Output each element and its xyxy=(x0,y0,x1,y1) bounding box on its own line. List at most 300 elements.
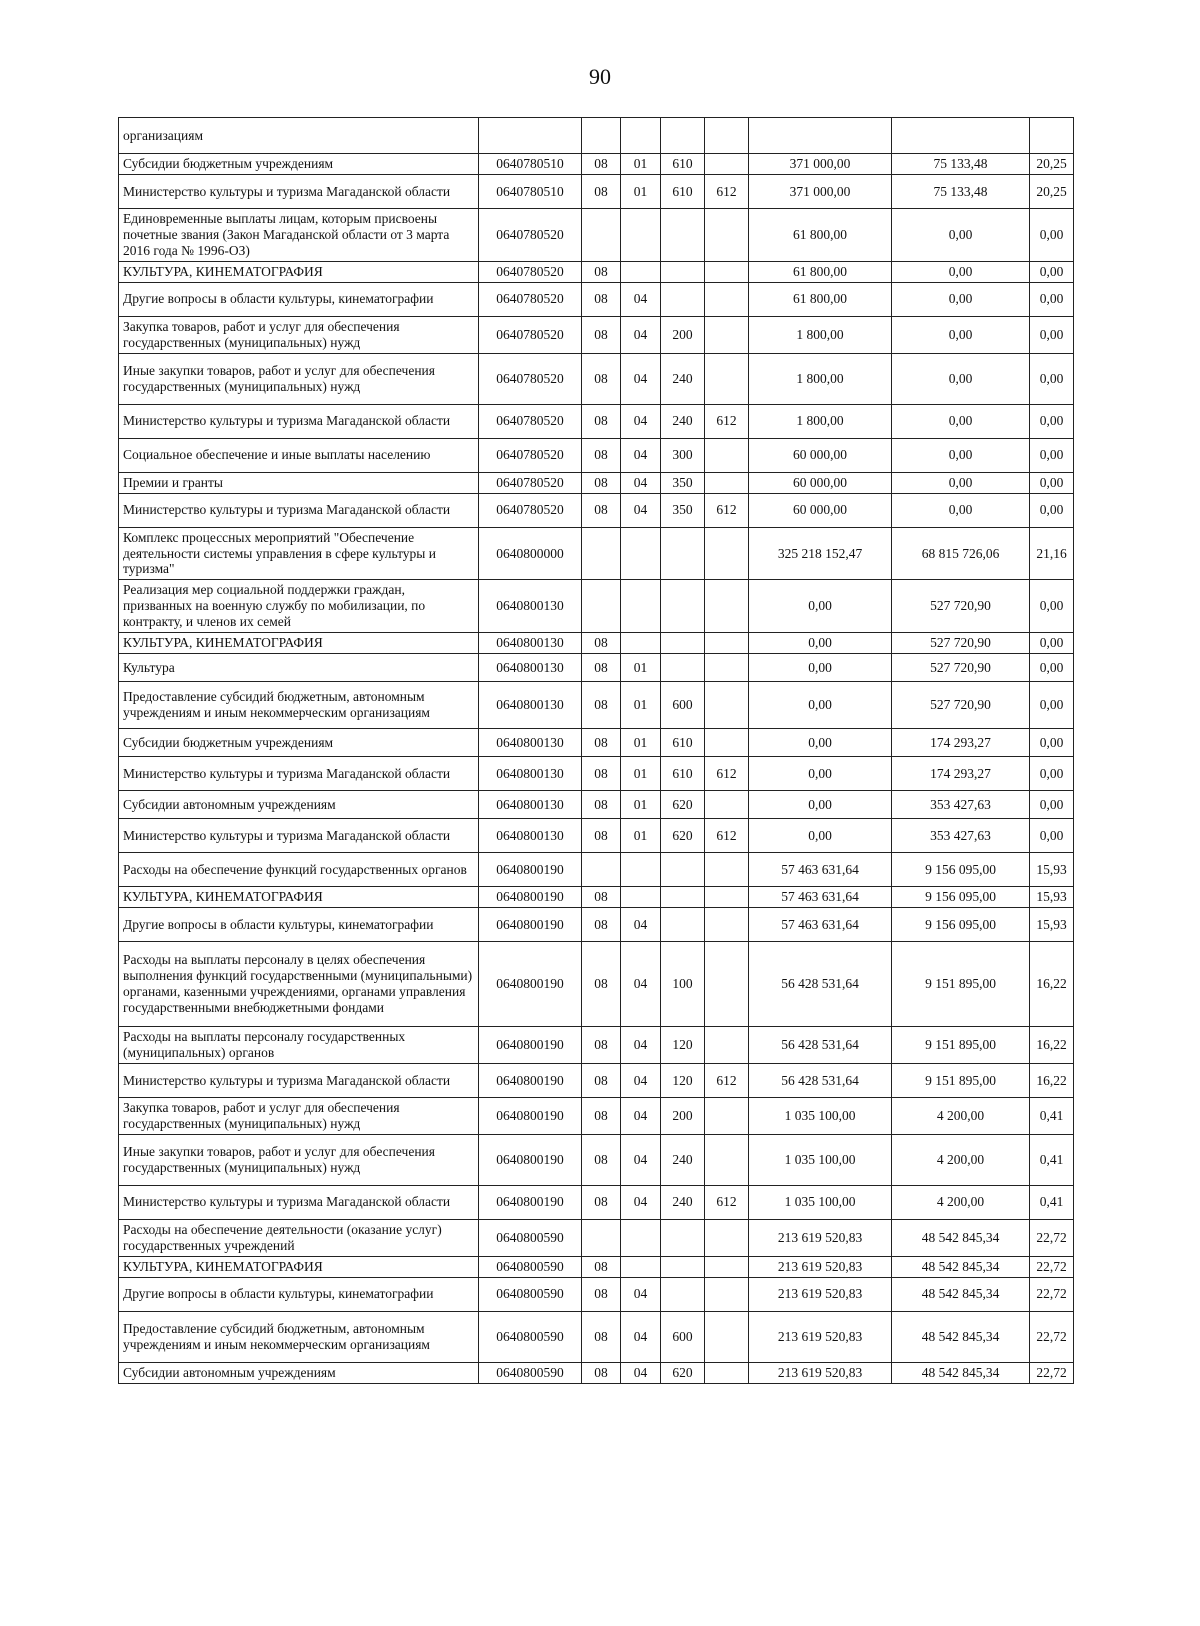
section-code: 08 xyxy=(582,438,621,472)
table-row xyxy=(119,819,1074,853)
row-name: Субсидии бюджетным учреждениям xyxy=(119,154,479,175)
section-code xyxy=(582,853,621,887)
execution-percent: 0,00 xyxy=(1030,791,1074,819)
executed-amount: 68 815 726,06 xyxy=(892,527,1030,580)
row-name: Иные закупки товаров, работ и услуг для обеспечения государственных (муниципальных) нужд xyxy=(119,353,479,404)
subsection-code xyxy=(621,118,661,154)
administrator-code xyxy=(705,654,749,682)
table-row xyxy=(119,282,1074,316)
planned-amount: 0,00 xyxy=(749,654,892,682)
executed-amount: 75 133,48 xyxy=(892,154,1030,175)
administrator-code xyxy=(705,1311,749,1362)
subsection-code: 01 xyxy=(621,154,661,175)
target-article-code: 0640800130 xyxy=(479,633,582,654)
planned-amount: 1 035 100,00 xyxy=(749,1097,892,1134)
execution-percent: 0,00 xyxy=(1030,282,1074,316)
target-article-code: 0640800190 xyxy=(479,887,582,908)
table-row xyxy=(119,118,1074,154)
executed-amount: 4 200,00 xyxy=(892,1097,1030,1134)
table-row xyxy=(119,154,1074,175)
subsection-code: 01 xyxy=(621,682,661,729)
execution-percent: 16,22 xyxy=(1030,1027,1074,1064)
table-row xyxy=(119,261,1074,282)
planned-amount: 213 619 520,83 xyxy=(749,1277,892,1311)
expense-type-code xyxy=(661,1256,705,1277)
table-row xyxy=(119,654,1074,682)
target-article-code: 0640780520 xyxy=(479,353,582,404)
executed-amount: 527 720,90 xyxy=(892,633,1030,654)
executed-amount: 9 151 895,00 xyxy=(892,1027,1030,1064)
planned-amount: 57 463 631,64 xyxy=(749,853,892,887)
target-article-code: 0640800130 xyxy=(479,729,582,757)
table-row xyxy=(119,353,1074,404)
table-row xyxy=(119,757,1074,791)
table-row xyxy=(119,791,1074,819)
execution-percent: 0,00 xyxy=(1030,633,1074,654)
execution-percent: 0,41 xyxy=(1030,1185,1074,1219)
row-name: Субсидии автономным учреждениям xyxy=(119,791,479,819)
table-row xyxy=(119,1362,1074,1383)
executed-amount: 0,00 xyxy=(892,209,1030,262)
table-row xyxy=(119,580,1074,633)
row-name: КУЛЬТУРА, КИНЕМАТОГРАФИЯ xyxy=(119,633,479,654)
administrator-code xyxy=(705,942,749,1027)
subsection-code: 04 xyxy=(621,1097,661,1134)
administrator-code: 612 xyxy=(705,1063,749,1097)
target-article-code: 0640780520 xyxy=(479,316,582,353)
target-article-code: 0640800130 xyxy=(479,682,582,729)
executed-amount: 75 133,48 xyxy=(892,175,1030,209)
section-code: 08 xyxy=(582,757,621,791)
administrator-code xyxy=(705,853,749,887)
row-name: Субсидии бюджетным учреждениям xyxy=(119,729,479,757)
row-name: Другие вопросы в области культуры, кинематографии xyxy=(119,282,479,316)
executed-amount: 4 200,00 xyxy=(892,1185,1030,1219)
subsection-code: 04 xyxy=(621,282,661,316)
planned-amount: 213 619 520,83 xyxy=(749,1362,892,1383)
table-row xyxy=(119,1185,1074,1219)
table-row xyxy=(119,316,1074,353)
expense-type-code xyxy=(661,209,705,262)
administrator-code xyxy=(705,1256,749,1277)
execution-percent: 0,41 xyxy=(1030,1134,1074,1185)
administrator-code xyxy=(705,472,749,493)
row-name: Расходы на обеспечение функций государственных органов xyxy=(119,853,479,887)
administrator-code xyxy=(705,729,749,757)
expense-type-code: 240 xyxy=(661,1134,705,1185)
administrator-code: 612 xyxy=(705,757,749,791)
target-article-code: 0640800000 xyxy=(479,527,582,580)
subsection-code xyxy=(621,633,661,654)
target-article-code: 0640800590 xyxy=(479,1277,582,1311)
subsection-code: 04 xyxy=(621,1027,661,1064)
row-name: КУЛЬТУРА, КИНЕМАТОГРАФИЯ xyxy=(119,887,479,908)
section-code: 08 xyxy=(582,1134,621,1185)
subsection-code: 04 xyxy=(621,1311,661,1362)
expense-type-code xyxy=(661,282,705,316)
section-code: 08 xyxy=(582,282,621,316)
table-row xyxy=(119,908,1074,942)
planned-amount: 61 800,00 xyxy=(749,209,892,262)
execution-percent: 15,93 xyxy=(1030,908,1074,942)
section-code xyxy=(582,118,621,154)
row-name: Культура xyxy=(119,654,479,682)
row-name: Расходы на выплаты персоналу в целях обеспечения выполнения функций государственными (муниципальными) органами, казенными учреждениями, органами управления государственными внебюджетными фондами xyxy=(119,942,479,1027)
table-row xyxy=(119,887,1074,908)
target-article-code: 0640800190 xyxy=(479,1134,582,1185)
target-article-code: 0640800590 xyxy=(479,1256,582,1277)
execution-percent: 16,22 xyxy=(1030,1063,1074,1097)
executed-amount: 0,00 xyxy=(892,438,1030,472)
subsection-code xyxy=(621,527,661,580)
table-row xyxy=(119,1097,1074,1134)
subsection-code xyxy=(621,853,661,887)
execution-percent: 0,00 xyxy=(1030,261,1074,282)
section-code: 08 xyxy=(582,1277,621,1311)
subsection-code xyxy=(621,261,661,282)
table-row xyxy=(119,853,1074,887)
expense-type-code: 350 xyxy=(661,493,705,527)
target-article-code: 0640780520 xyxy=(479,261,582,282)
section-code: 08 xyxy=(582,316,621,353)
row-name: Предоставление субсидий бюджетным, автономным учреждениям и иным некоммерческим организациям xyxy=(119,682,479,729)
planned-amount: 0,00 xyxy=(749,682,892,729)
planned-amount: 61 800,00 xyxy=(749,261,892,282)
planned-amount: 56 428 531,64 xyxy=(749,1027,892,1064)
execution-percent: 20,25 xyxy=(1030,175,1074,209)
section-code: 08 xyxy=(582,791,621,819)
execution-percent: 0,00 xyxy=(1030,654,1074,682)
executed-amount: 353 427,63 xyxy=(892,791,1030,819)
expense-type-code: 610 xyxy=(661,729,705,757)
expense-type-code: 610 xyxy=(661,757,705,791)
section-code: 08 xyxy=(582,682,621,729)
expense-type-code: 120 xyxy=(661,1063,705,1097)
administrator-code xyxy=(705,887,749,908)
row-name: КУЛЬТУРА, КИНЕМАТОГРАФИЯ xyxy=(119,1256,479,1277)
subsection-code: 04 xyxy=(621,908,661,942)
expense-type-code: 600 xyxy=(661,1311,705,1362)
subsection-code: 01 xyxy=(621,757,661,791)
execution-percent: 0,00 xyxy=(1030,819,1074,853)
execution-percent: 22,72 xyxy=(1030,1256,1074,1277)
subsection-code: 01 xyxy=(621,819,661,853)
subsection-code: 01 xyxy=(621,791,661,819)
executed-amount: 48 542 845,34 xyxy=(892,1362,1030,1383)
section-code: 08 xyxy=(582,1097,621,1134)
target-article-code: 0640800190 xyxy=(479,1027,582,1064)
table-row xyxy=(119,729,1074,757)
subsection-code: 04 xyxy=(621,316,661,353)
expense-type-code xyxy=(661,887,705,908)
administrator-code xyxy=(705,527,749,580)
administrator-code: 612 xyxy=(705,493,749,527)
table-row xyxy=(119,175,1074,209)
target-article-code: 0640800130 xyxy=(479,791,582,819)
table-row xyxy=(119,633,1074,654)
execution-percent: 0,00 xyxy=(1030,580,1074,633)
section-code: 08 xyxy=(582,154,621,175)
executed-amount: 48 542 845,34 xyxy=(892,1219,1030,1256)
planned-amount: 1 035 100,00 xyxy=(749,1134,892,1185)
administrator-code: 612 xyxy=(705,1185,749,1219)
section-code: 08 xyxy=(582,633,621,654)
expense-type-code: 300 xyxy=(661,438,705,472)
expense-type-code: 100 xyxy=(661,942,705,1027)
administrator-code xyxy=(705,209,749,262)
table-row xyxy=(119,1311,1074,1362)
execution-percent: 0,00 xyxy=(1030,757,1074,791)
row-name: Министерство культуры и туризма Магаданской области xyxy=(119,493,479,527)
target-article-code: 0640800130 xyxy=(479,580,582,633)
target-article-code: 0640800130 xyxy=(479,819,582,853)
table-row xyxy=(119,493,1074,527)
section-code: 08 xyxy=(582,261,621,282)
row-name: Министерство культуры и туризма Магаданской области xyxy=(119,404,479,438)
target-article-code: 0640800190 xyxy=(479,908,582,942)
target-article-code: 0640780520 xyxy=(479,209,582,262)
administrator-code xyxy=(705,353,749,404)
expense-type-code: 200 xyxy=(661,316,705,353)
executed-amount: 353 427,63 xyxy=(892,819,1030,853)
target-article-code: 0640780510 xyxy=(479,175,582,209)
execution-percent: 15,93 xyxy=(1030,887,1074,908)
subsection-code: 04 xyxy=(621,1134,661,1185)
table-row xyxy=(119,682,1074,729)
table-row xyxy=(119,1256,1074,1277)
planned-amount: 1 800,00 xyxy=(749,404,892,438)
row-name: Реализация мер социальной поддержки граждан, призванных на военную службу по мобилизации, по контракту, и членов их семей xyxy=(119,580,479,633)
target-article-code: 0640800590 xyxy=(479,1362,582,1383)
execution-percent: 0,00 xyxy=(1030,729,1074,757)
expense-type-code: 620 xyxy=(661,819,705,853)
execution-percent: 0,00 xyxy=(1030,316,1074,353)
expense-type-code xyxy=(661,261,705,282)
section-code xyxy=(582,580,621,633)
administrator-code xyxy=(705,282,749,316)
planned-amount: 0,00 xyxy=(749,580,892,633)
section-code: 08 xyxy=(582,353,621,404)
expense-type-code xyxy=(661,580,705,633)
execution-percent: 22,72 xyxy=(1030,1362,1074,1383)
row-name: Премии и гранты xyxy=(119,472,479,493)
planned-amount: 0,00 xyxy=(749,633,892,654)
planned-amount: 1 035 100,00 xyxy=(749,1185,892,1219)
execution-percent: 0,00 xyxy=(1030,682,1074,729)
section-code: 08 xyxy=(582,729,621,757)
planned-amount: 57 463 631,64 xyxy=(749,908,892,942)
planned-amount: 0,00 xyxy=(749,791,892,819)
section-code xyxy=(582,527,621,580)
executed-amount: 48 542 845,34 xyxy=(892,1311,1030,1362)
row-name: Министерство культуры и туризма Магаданской области xyxy=(119,175,479,209)
executed-amount: 527 720,90 xyxy=(892,654,1030,682)
executed-amount: 9 151 895,00 xyxy=(892,1063,1030,1097)
execution-percent: 0,00 xyxy=(1030,209,1074,262)
row-name: Министерство культуры и туризма Магаданской области xyxy=(119,819,479,853)
expense-type-code xyxy=(661,1277,705,1311)
row-name: Комплекс процессных мероприятий "Обеспечение деятельности системы управления в сфере культуры и туризма" xyxy=(119,527,479,580)
executed-amount: 9 156 095,00 xyxy=(892,908,1030,942)
section-code: 08 xyxy=(582,1027,621,1064)
administrator-code xyxy=(705,118,749,154)
expense-type-code: 620 xyxy=(661,1362,705,1383)
expense-type-code: 350 xyxy=(661,472,705,493)
table-row xyxy=(119,404,1074,438)
administrator-code: 612 xyxy=(705,175,749,209)
administrator-code xyxy=(705,682,749,729)
executed-amount: 0,00 xyxy=(892,472,1030,493)
planned-amount: 371 000,00 xyxy=(749,154,892,175)
executed-amount: 4 200,00 xyxy=(892,1134,1030,1185)
administrator-code xyxy=(705,1277,749,1311)
administrator-code xyxy=(705,1097,749,1134)
expense-type-code: 610 xyxy=(661,175,705,209)
executed-amount: 174 293,27 xyxy=(892,757,1030,791)
row-name: Министерство культуры и туризма Магаданской области xyxy=(119,757,479,791)
section-code: 08 xyxy=(582,175,621,209)
section-code: 08 xyxy=(582,1063,621,1097)
section-code: 08 xyxy=(582,472,621,493)
table-row xyxy=(119,1027,1074,1064)
planned-amount: 60 000,00 xyxy=(749,472,892,493)
subsection-code xyxy=(621,580,661,633)
planned-amount: 56 428 531,64 xyxy=(749,1063,892,1097)
section-code: 08 xyxy=(582,1256,621,1277)
section-code: 08 xyxy=(582,1362,621,1383)
executed-amount: 0,00 xyxy=(892,404,1030,438)
planned-amount: 213 619 520,83 xyxy=(749,1219,892,1256)
expense-type-code xyxy=(661,1219,705,1256)
row-name: Другие вопросы в области культуры, кинематографии xyxy=(119,1277,479,1311)
executed-amount: 9 156 095,00 xyxy=(892,887,1030,908)
row-name: организациям xyxy=(119,118,479,154)
table-body xyxy=(119,118,1074,1384)
executed-amount: 527 720,90 xyxy=(892,580,1030,633)
planned-amount xyxy=(749,118,892,154)
target-article-code: 0640780510 xyxy=(479,154,582,175)
section-code: 08 xyxy=(582,404,621,438)
administrator-code xyxy=(705,1362,749,1383)
subsection-code: 04 xyxy=(621,438,661,472)
administrator-code: 612 xyxy=(705,404,749,438)
table-row xyxy=(119,1219,1074,1256)
administrator-code xyxy=(705,1219,749,1256)
administrator-code xyxy=(705,316,749,353)
target-article-code: 0640800190 xyxy=(479,853,582,887)
target-article-code: 0640780520 xyxy=(479,493,582,527)
expense-type-code: 240 xyxy=(661,1185,705,1219)
administrator-code xyxy=(705,908,749,942)
execution-percent: 22,72 xyxy=(1030,1277,1074,1311)
target-article-code: 0640780520 xyxy=(479,282,582,316)
subsection-code: 04 xyxy=(621,1185,661,1219)
subsection-code: 04 xyxy=(621,1277,661,1311)
execution-percent: 0,00 xyxy=(1030,493,1074,527)
execution-percent: 0,00 xyxy=(1030,353,1074,404)
administrator-code xyxy=(705,633,749,654)
administrator-code xyxy=(705,438,749,472)
expense-type-code xyxy=(661,654,705,682)
subsection-code xyxy=(621,1219,661,1256)
expense-type-code xyxy=(661,908,705,942)
execution-percent: 16,22 xyxy=(1030,942,1074,1027)
target-article-code: 0640800190 xyxy=(479,1063,582,1097)
executed-amount: 48 542 845,34 xyxy=(892,1256,1030,1277)
expense-type-code: 610 xyxy=(661,154,705,175)
row-name: Субсидии автономным учреждениям xyxy=(119,1362,479,1383)
section-code: 08 xyxy=(582,942,621,1027)
execution-percent: 21,16 xyxy=(1030,527,1074,580)
target-article-code: 0640780520 xyxy=(479,438,582,472)
subsection-code: 04 xyxy=(621,353,661,404)
executed-amount: 174 293,27 xyxy=(892,729,1030,757)
section-code: 08 xyxy=(582,819,621,853)
administrator-code xyxy=(705,261,749,282)
planned-amount: 60 000,00 xyxy=(749,438,892,472)
planned-amount: 371 000,00 xyxy=(749,175,892,209)
administrator-code xyxy=(705,791,749,819)
subsection-code: 01 xyxy=(621,654,661,682)
expense-type-code xyxy=(661,853,705,887)
executed-amount: 9 156 095,00 xyxy=(892,853,1030,887)
subsection-code: 04 xyxy=(621,493,661,527)
executed-amount: 0,00 xyxy=(892,261,1030,282)
administrator-code xyxy=(705,1027,749,1064)
section-code: 08 xyxy=(582,654,621,682)
row-name: Закупка товаров, работ и услуг для обеспечения государственных (муниципальных) нужд xyxy=(119,316,479,353)
section-code xyxy=(582,1219,621,1256)
administrator-code: 612 xyxy=(705,819,749,853)
section-code: 08 xyxy=(582,1311,621,1362)
subsection-code xyxy=(621,887,661,908)
execution-percent: 22,72 xyxy=(1030,1219,1074,1256)
row-name: Другие вопросы в области культуры, кинематографии xyxy=(119,908,479,942)
planned-amount: 0,00 xyxy=(749,757,892,791)
section-code: 08 xyxy=(582,1185,621,1219)
table-row xyxy=(119,472,1074,493)
execution-percent: 0,00 xyxy=(1030,438,1074,472)
subsection-code: 01 xyxy=(621,175,661,209)
row-name: Единовременные выплаты лицам, которым присвоены почетные звания (Закон Магаданской области от 3 марта 2016 года № 1996-ОЗ) xyxy=(119,209,479,262)
table-row xyxy=(119,1134,1074,1185)
executed-amount xyxy=(892,118,1030,154)
planned-amount: 56 428 531,64 xyxy=(749,942,892,1027)
planned-amount: 61 800,00 xyxy=(749,282,892,316)
executed-amount: 0,00 xyxy=(892,282,1030,316)
expense-type-code: 600 xyxy=(661,682,705,729)
execution-percent xyxy=(1030,118,1074,154)
section-code xyxy=(582,209,621,262)
administrator-code xyxy=(705,1134,749,1185)
row-name: Иные закупки товаров, работ и услуг для обеспечения государственных (муниципальных) нужд xyxy=(119,1134,479,1185)
row-name: Министерство культуры и туризма Магаданской области xyxy=(119,1063,479,1097)
row-name: Расходы на выплаты персоналу государственных (муниципальных) органов xyxy=(119,1027,479,1064)
execution-percent: 0,00 xyxy=(1030,472,1074,493)
table-row xyxy=(119,527,1074,580)
table-row xyxy=(119,209,1074,262)
target-article-code: 0640780520 xyxy=(479,404,582,438)
subsection-code: 04 xyxy=(621,942,661,1027)
table-row xyxy=(119,438,1074,472)
expense-type-code: 200 xyxy=(661,1097,705,1134)
executed-amount: 527 720,90 xyxy=(892,682,1030,729)
row-name: Расходы на обеспечение деятельности (оказание услуг) государственных учреждений xyxy=(119,1219,479,1256)
table-row xyxy=(119,942,1074,1027)
expense-type-code: 120 xyxy=(661,1027,705,1064)
expense-type-code xyxy=(661,527,705,580)
row-name: Закупка товаров, работ и услуг для обеспечения государственных (муниципальных) нужд xyxy=(119,1097,479,1134)
